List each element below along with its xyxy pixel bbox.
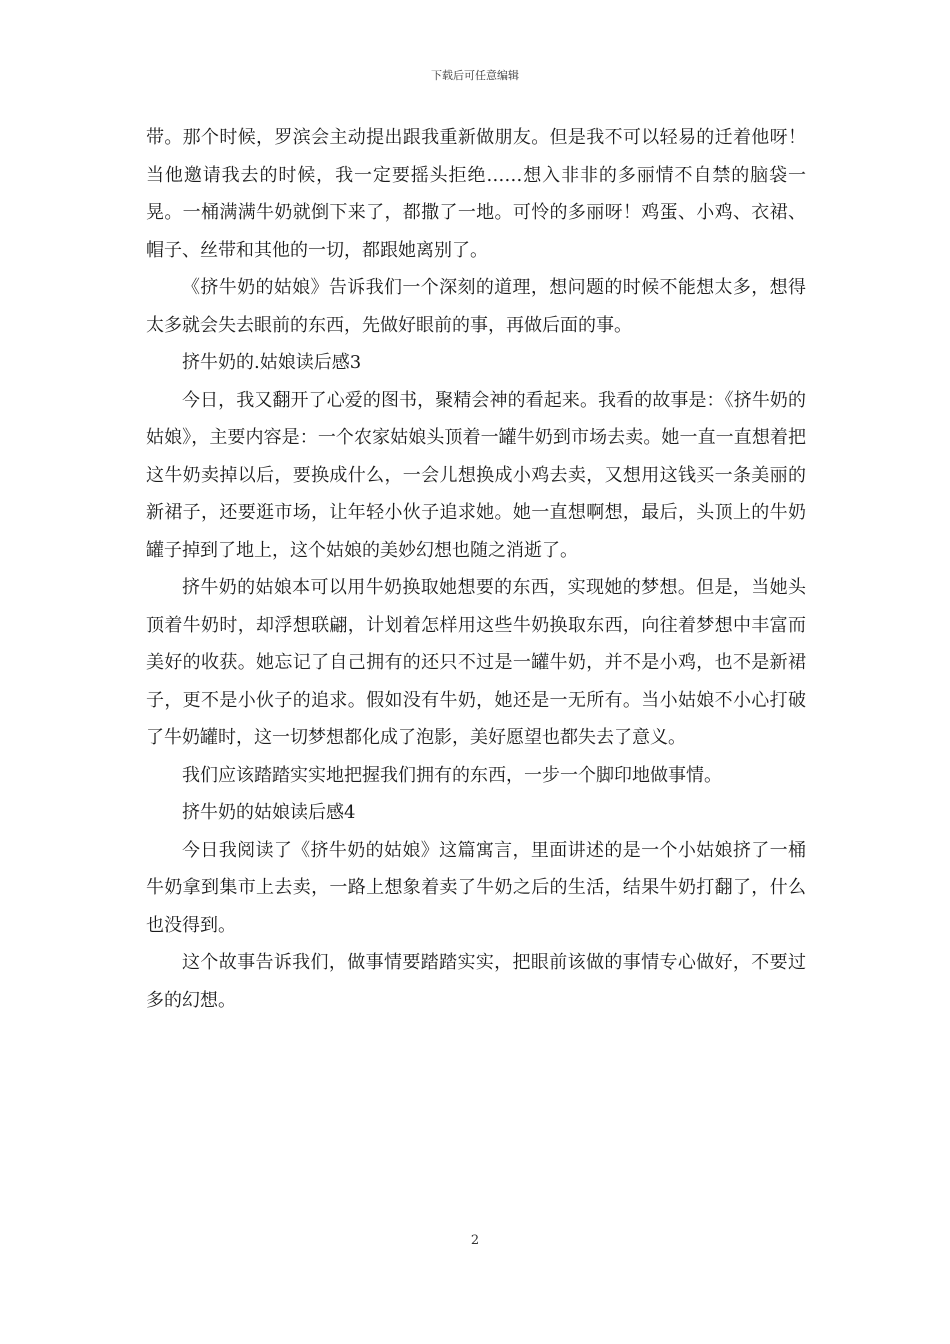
paragraph: 这个故事告诉我们，做事情要踏踏实实，把眼前该做的事情专心做好，不要过多的幻想。	[146, 952, 806, 1011]
paragraph-continuation: 带。那个时候，罗滨会主动提出跟我重新做朋友。但是我不可以轻易的迁着他呀！当他邀请我去的时候，我一定要摇头拒绝……想入非非的多丽情不自禁的脑袋一晃。一桶满满牛奶就倒下来了，都撒了一地。可怜的多丽呀！鸡蛋、小鸡、衣裙、帽子、丝带和其他的一切，都跟她离别了。	[146, 127, 806, 261]
section-heading-4: 挤牛奶的姑娘读后感4	[182, 802, 356, 823]
paragraph: 今日，我又翻开了心爱的图书，聚精会神的看起来。我看的故事是：《挤牛奶的姑娘》，主要内容是：一个农家姑娘头顶着一罐牛奶到市场去卖。她一直一直想着把这牛奶卖掉以后，要换成什么，一会儿想换成小鸡去卖，又想用这钱买一条美丽的新裙子，还要逛市场，让年轻小伙子追求她。她一直想啊想，最后，头顶上的牛奶罐子掉到了地上，这个姑娘的美妙幻想也随之消逝了。	[146, 389, 806, 561]
page-header-note: 下载后可任意编辑	[431, 69, 519, 82]
paragraph: 今日我阅读了《挤牛奶的姑娘》这篇寓言，里面讲述的是一个小姑娘挤了一桶牛奶拿到集市上去卖，一路上想象着卖了牛奶之后的生活，结果牛奶打翻了，什么也没得到。	[146, 839, 806, 936]
paragraph: 我们应该踏踏实实地把握我们拥有的东西，一步一个脚印地做事情。	[182, 764, 722, 786]
paragraph: 挤牛奶的姑娘本可以用牛奶换取她想要的东西，实现她的梦想。但是，当她头顶着牛奶时，却浮想联翩，计划着怎样用这些牛奶换取东西，向往着梦想中丰富而美好的收获。她忘记了自己拥有的还只不过是一罐牛奶，并不是小鸡，也不是新裙子，更不是小伙子的追求。假如没有牛奶，她还是一无所有。当小姑娘不小心打破了牛奶罐时，这一切梦想都化成了泡影，美好愿望也都失去了意义。	[146, 577, 806, 748]
page-number: 2	[470, 1233, 480, 1248]
document-body	[146, 119, 806, 1019]
paragraph-moral: 《挤牛奶的姑娘》告诉我们一个深刻的道理，想问题的时候不能想太多，想得太多就会失去眼前的东西，先做好眼前的事，再做后面的事。	[146, 277, 806, 336]
section-heading-3: 挤牛奶的.姑娘读后感3	[182, 352, 362, 373]
